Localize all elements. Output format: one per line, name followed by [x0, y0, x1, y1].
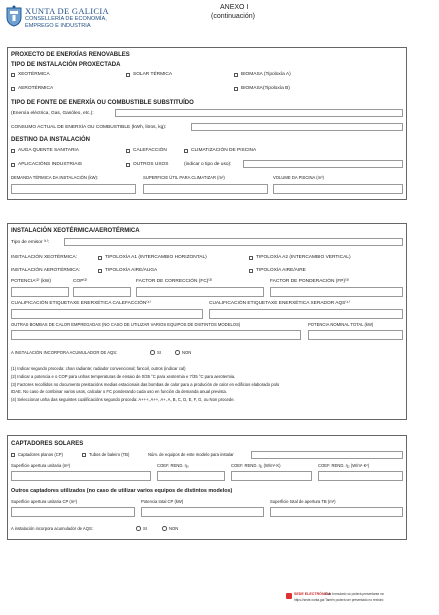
- acs-label-rating-field[interactable]: [209, 309, 403, 319]
- heating-label-rating-label: CUALIFICACIÓN ETIQUETAXE ENERXÉTICA CALEFACCIÓN⁽⁴⁾: [11, 301, 151, 306]
- note-4: (4) Seleccionar unha das seguintes cualificacións segundo proceda: A+++, A++, A+, A, B, C, D, E, F, G, ou Non procede.: [11, 397, 235, 402]
- coef-eta2-field[interactable]: [318, 471, 403, 481]
- checkbox-biomasa-a[interactable]: [234, 73, 238, 77]
- label-biomasa-a: BIOMASA (Tipoloxía A): [241, 72, 291, 77]
- geo-install-label: INSTALACIÓN XEOTÉRMICA:: [11, 255, 78, 260]
- coef-eta2-label: COEF. REND. η₂ (W/m²·K²): [318, 463, 370, 468]
- label-vacuum-tubes: Tubos de baleiro (TB): [89, 452, 130, 457]
- checkbox-industrial[interactable]: [11, 163, 15, 167]
- checkbox-vacuum-tubes[interactable]: [82, 453, 86, 457]
- thermal-demand-label: DEMANDA TÉRMICA DA INSTALACIÓN (kW):: [11, 175, 99, 180]
- weighting-factor-field[interactable]: [270, 287, 403, 297]
- other-pumps-field[interactable]: [11, 330, 301, 340]
- coef-eta1-label: COEF. REND. η₁ (W/m²·K): [231, 463, 281, 468]
- label-solar-termica: SOLAR TÉRMICA: [133, 72, 173, 77]
- label-geo-a2: TIPOLOXÍA A2 (INTERCAMBIO VERTICAL): [256, 255, 351, 260]
- xunta-logo: [5, 5, 23, 27]
- section-title: PROXECTO DE ENERXÍAS RENOVABLES: [11, 52, 130, 58]
- checkbox-aero-air-air[interactable]: [249, 269, 253, 273]
- destination-label: DESTINO DA INSTALACIÓN: [11, 137, 90, 143]
- heating-label-rating-field[interactable]: [11, 309, 203, 319]
- num-equipment-label: Núm. de equipos de este modelo para instalar: [148, 452, 234, 457]
- cop-label: COP⁽²⁾: [73, 279, 88, 284]
- label-other-uses-hint: (indicar o tipo de uso):: [184, 162, 232, 167]
- checkbox-aerotermica[interactable]: [11, 87, 15, 91]
- radio-solar-acs-yes[interactable]: [136, 526, 141, 531]
- fuel-examples-label: (Enerxía eléctrica, Gas, Gasóleo, etc.):: [11, 111, 94, 116]
- coef-eta0-field[interactable]: [157, 471, 225, 481]
- total-area-tb-label: Superficie total de apertura TB (m²): [270, 499, 336, 504]
- unit-area-cp-field[interactable]: [11, 507, 135, 517]
- radio-solar-acs-no[interactable]: [162, 526, 167, 531]
- useful-area-field[interactable]: [143, 184, 268, 194]
- checkbox-flat-collectors[interactable]: [11, 453, 15, 457]
- note-1: (1) Indicar segundo proceda: chan radiante; radiador convencional; fancoil, outros (indicar cal): [11, 366, 186, 371]
- install-type-label: TIPO DE INSTALACIÓN PROXECTADA: [11, 62, 121, 68]
- correction-factor-label: FACTOR DE CORRECCIÓN (FC)⁽³⁾: [136, 279, 213, 284]
- section-title: INSTALACIÓN XEOTÉRMICA/AEROTÉRMICA: [11, 228, 140, 234]
- coat-of-arms-icon: [5, 5, 23, 27]
- acs-label-rating-label: CUALIFICACIÓN ETIQUETAXE ENERXÉTICA XERADOR AQS⁽⁴⁾: [209, 301, 350, 306]
- total-power-cp-label: Potencia total CP (kW): [141, 499, 184, 504]
- logo-dept-line1: CONSELLERÍA DE ECONOMÍA,: [25, 16, 107, 22]
- logo-title: XUNTA DE GALICIA: [25, 6, 109, 16]
- note-3b: IDAE. No caso de combinar varios usos, calcular o FC ponderando cada uso en función da demanda anual prevista.: [11, 389, 228, 394]
- label-flat-collectors: Captadores planos (CP): [18, 452, 63, 457]
- total-area-tb-field[interactable]: [270, 507, 403, 517]
- nominal-power-label: POTENCIA NOMINAL TOTAL (kW): [308, 322, 374, 327]
- power-label: POTENCIA⁽²⁾ (kW): [11, 279, 51, 284]
- checkbox-aero-air-water[interactable]: [98, 269, 102, 273]
- checkbox-heating[interactable]: [126, 149, 130, 153]
- checkbox-geo-a1[interactable]: [98, 256, 102, 260]
- power-field[interactable]: [11, 287, 69, 297]
- radio-acs-yes[interactable]: [150, 350, 155, 355]
- fuel-type-field[interactable]: [115, 109, 403, 117]
- checkbox-other-uses[interactable]: [126, 163, 130, 167]
- label-no: NON: [182, 350, 192, 355]
- solar-collectors-section: [7, 435, 407, 540]
- unit-area-label: Superficie apertura unitaria (m²): [11, 463, 71, 468]
- checkbox-biomasa-b[interactable]: [234, 87, 238, 91]
- sede-logo: [286, 593, 292, 599]
- label-xeotermica: XEOTÉRMICA: [18, 72, 50, 77]
- consumption-field[interactable]: [191, 123, 403, 131]
- renewable-project-section: [7, 47, 407, 200]
- cop-field[interactable]: [73, 287, 131, 297]
- emitter-type-field[interactable]: [64, 238, 403, 246]
- other-uses-field[interactable]: [243, 160, 403, 168]
- checkbox-geo-a2[interactable]: [249, 256, 253, 260]
- unit-area-cp-label: Superficie apertura unitaria CP (m²): [11, 499, 78, 504]
- checkbox-solar-termica[interactable]: [126, 73, 130, 77]
- label-aero-air-air: TIPOLOXÍA AIRE/AIRE: [256, 268, 306, 273]
- emitter-type-label: Tipo de emisor ⁽¹⁾:: [11, 240, 50, 245]
- other-collectors-label: Outros captadores utilizados (no caso de utilizar varios equipos de distintos modelos): [11, 488, 233, 494]
- radio-acs-no[interactable]: [175, 350, 180, 355]
- footer-line1: Este formulario só poderá presentarse na: [325, 592, 384, 596]
- label-other-uses: OUTROS USOS: [133, 162, 169, 167]
- acs-accumulator-question: A INSTALACIÓN INCORPORA ACUMULADOR DE AQS:: [11, 350, 118, 355]
- checkbox-acs[interactable]: [11, 149, 15, 153]
- logo-dept-line2: EMPREGO E INDUSTRIA: [25, 23, 91, 29]
- footer-brand: SEDE ELECTRÓNICA: [294, 592, 331, 596]
- unit-area-field[interactable]: [11, 471, 151, 481]
- label-aero-air-water: TIPOLOXÍA AIRE/AUGA: [105, 268, 158, 273]
- footer-line2: https://sede.xunta.gal Tamén poderá ser presentado no rexistro: [294, 598, 384, 602]
- weighting-factor-label: FACTOR DE PONDERACIÓN (FP)⁽³⁾: [270, 279, 350, 284]
- aero-install-label: INSTALACIÓN AEROTÉRMICA:: [11, 268, 81, 273]
- other-pumps-label: OUTRAS BOMBAS DE CALOR EMPREGADAS (NO CASO DE UTILIZAR VARIOS EQUIPOS DE DISTINTOS MODELOS): [11, 322, 241, 327]
- consumption-label: CONSUMO ACTUAL DE ENERXÍA OU COMBUSTIBLE (kWh, litros, kg):: [11, 125, 167, 130]
- label-biomasa-b: BIOMASA(Tipoloxía B): [241, 86, 290, 91]
- num-equipment-field[interactable]: [251, 451, 403, 459]
- acs-accumulator-question: A instalación incorpora acumulador de AQS:: [11, 526, 93, 531]
- fuel-type-label: TIPO DE FONTE DE ENERXÍA OU COMBUSTIBLE SUBSTITUÍDO: [11, 100, 194, 106]
- pool-volume-label: VOLUME DA PISCINA (m³): [273, 175, 324, 180]
- label-aerotermica: AEROTÉRMICA: [18, 86, 54, 91]
- label-no: NON: [169, 526, 179, 531]
- annex-subtitle: (continuación): [211, 13, 255, 20]
- label-heating: CALEFACCIÓN: [133, 148, 167, 153]
- label-pool: CLIMATIZACIÓN DE PISCINA: [191, 148, 257, 153]
- label-industrial: APLICACIÓNS INDUSTRIAIS: [18, 162, 82, 167]
- useful-area-label: SUPERFICIE ÚTIL PARA CLIMATIZAR (m²): [143, 175, 225, 180]
- checkbox-pool[interactable]: [184, 149, 188, 153]
- section-title: CAPTADORES SOLARES: [11, 441, 84, 447]
- coef-eta0-label: COEF. REND. η₀: [157, 463, 189, 468]
- annex-title: ANEXO I: [220, 4, 249, 11]
- coef-eta1-field[interactable]: [231, 471, 312, 481]
- geothermal-aerothermal-section: [7, 223, 407, 420]
- label-geo-a1: TIPOLOXÍA A1 (INTERCAMBIO HORIZONTAL): [105, 255, 207, 260]
- pool-volume-field[interactable]: [273, 184, 403, 194]
- label-acs: AUGA QUENTE SANITARIA: [18, 148, 79, 153]
- thermal-demand-field[interactable]: [11, 184, 136, 194]
- total-power-cp-field[interactable]: [141, 507, 264, 517]
- checkbox-xeotermica[interactable]: [11, 73, 15, 77]
- nominal-power-field[interactable]: [308, 330, 403, 340]
- note-2: (2) Indicar a potencia e o COP para unhas temperaturas de ensaio de 0/35 °C para xeotermia e 7/35 °C para aerotermia.: [11, 374, 236, 379]
- label-yes: SI: [157, 350, 161, 355]
- note-3a: (3) Factores recollidos no documento prestacións medias estacionais das bombas de calor para a produción de calor en edificios elaborado polo: [11, 382, 280, 387]
- correction-factor-field[interactable]: [136, 287, 264, 297]
- label-yes: SI: [143, 526, 147, 531]
